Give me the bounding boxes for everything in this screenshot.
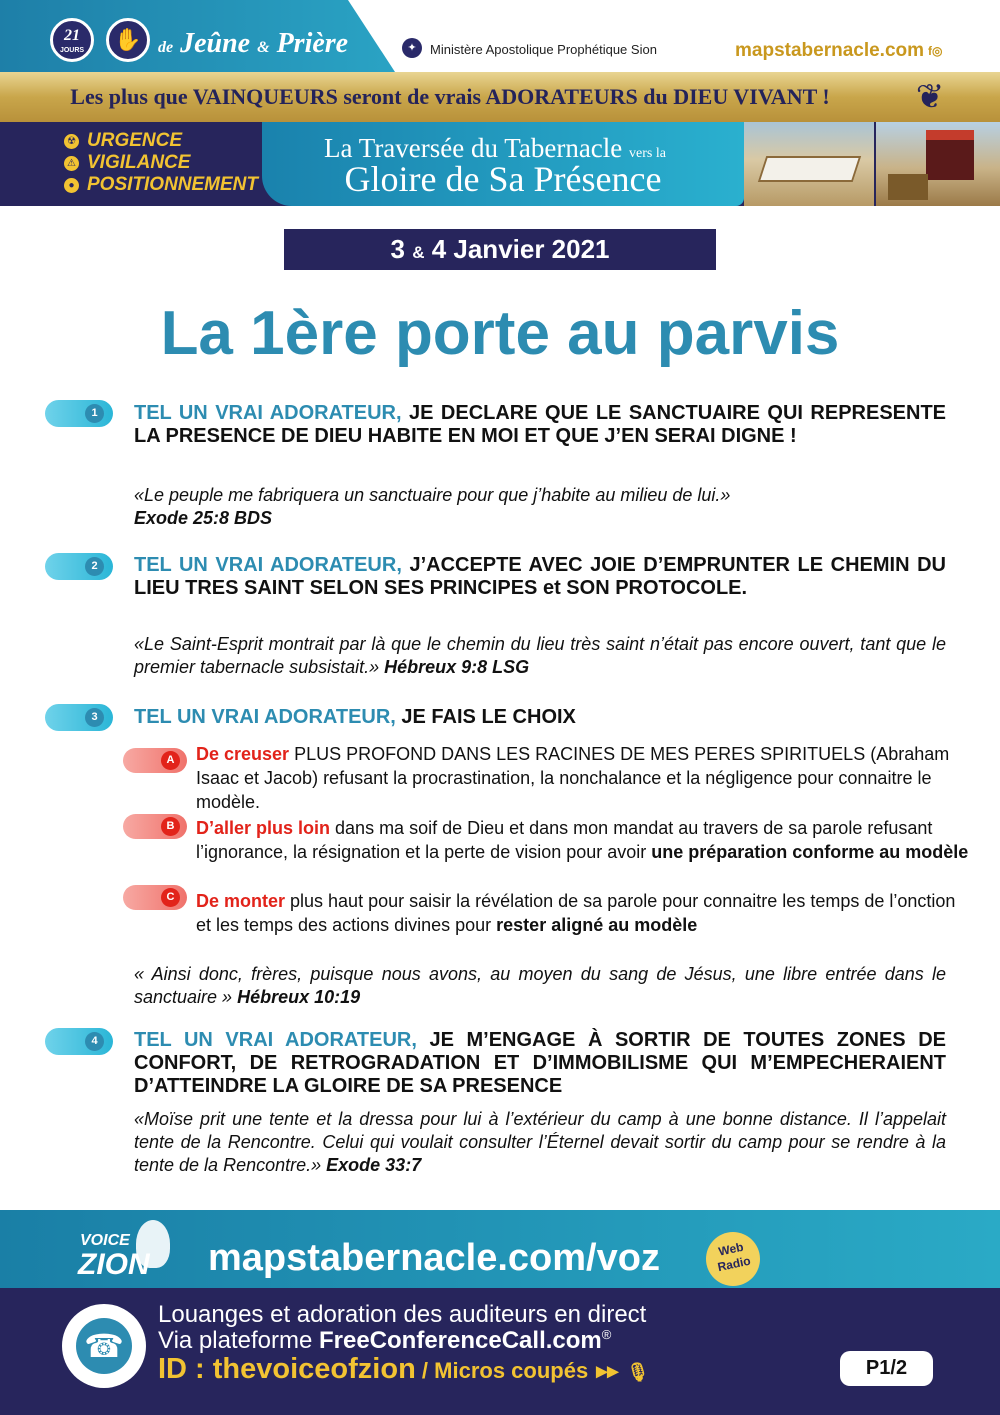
pillar-vigilance: ⚠ VIGILANCE: [64, 152, 258, 174]
theme-line-1: La Traversée du Tabernacle vers la: [324, 133, 666, 163]
item-2-quote: «Le Saint-Esprit montrait par là que le chemin du lieu très saint n’était pas encore ouvert, tant que le premier tabernacle subsistait.» Hébreux 9:8 LSG: [134, 634, 946, 677]
item-1-declaration: TEL UN VRAI ADORATEUR, JE DECLARE QUE LE SANCTUAIRE QUI REPRESENTE LA PRESENCE DE DIEU HABITE EN MOI ET QUE J’EN SERAI DIGNE !: [134, 402, 946, 447]
radio-url[interactable]: mapstabernacle.com/voz: [208, 1237, 660, 1279]
footer-line-3: ID : thevoiceofzion / Micros coupés ▸▸ 🎙: [158, 1353, 650, 1385]
item-3-quote: « Ainsi donc, frères, puisque nous avons, au moyen du sang de Jésus, une libre entrée dans le sanctuaire » Hébreux 10:19: [134, 964, 946, 1007]
badge-caption: JOURS: [59, 47, 85, 54]
sub-b-text: D’aller plus loin dans ma soif de Dieu et dans mon mandat au travers de sa parole refusant l’ignorance, la résignation et la perte de vision pour avoir une préparation conforme au modèle: [196, 818, 969, 862]
page-number: P1/2: [840, 1351, 933, 1386]
voice-of-zion-logo: VOICE ZION: [72, 1218, 172, 1282]
footer-line-1: Louanges et adoration des auditeurs en direct: [158, 1301, 647, 1328]
site-link[interactable]: mapstabernacle.com: [735, 40, 925, 61]
event-name: de Jeûne & Prière: [158, 28, 349, 59]
microphone-muted-icon: 🎙: [626, 1362, 650, 1382]
item-2-marker: 2: [45, 553, 113, 580]
page-title: La 1ère porte au parvis: [160, 299, 840, 368]
slogan: Les plus que VAINQUEURS seront de vrais ADORATEURS du DIEU VIVANT !: [70, 84, 830, 109]
social-icons[interactable]: f◎: [928, 44, 943, 58]
footer-line-2: Via plateforme FreeConferenceCall.com®: [158, 1327, 612, 1354]
radiation-icon: ☢: [64, 134, 79, 149]
item-4-declaration: TEL UN VRAI ADORATEUR, JE M’ENGAGE À SORTIR DE TOUTES ZONES DE CONFORT, DE RETROGRADATION ET D’IMMOBILISME QUI M’EMPECHERAIENT D’ATTEINDRE LA GLOIRE DE SA PRESENCE: [134, 1029, 946, 1097]
altar-photo: [876, 122, 1000, 206]
phone-icon: ☎: [62, 1304, 146, 1388]
dove-icon: ✦: [402, 38, 422, 58]
praying-hands-icon: ✋: [106, 18, 150, 62]
badge-number: 21: [64, 27, 80, 44]
warning-icon: ⚠: [64, 156, 79, 171]
item-2-declaration: TEL UN VRAI ADORATEUR, J’ACCEPTE AVEC JOIE D’EMPRUNTER LE CHEMIN DU LIEU TRES SAINT SELON SES PRINCIPES et SON PROTOCOLE.: [134, 554, 947, 599]
date-banner: 3 & 4 Janvier 2021: [284, 229, 716, 270]
sub-a-marker: A: [123, 748, 187, 773]
tabernacle-photo: [744, 122, 874, 206]
sub-a-text: De creuser PLUS PROFOND DANS LES RACINES DE MES PERES SPIRITUELS (Abraham Isaac et Jacob) refusant la procrastination, la nonchalance et la négligence pour connaitre le modèle.: [196, 744, 950, 812]
item-3-marker: 3: [45, 704, 113, 731]
sub-b-marker: B: [123, 814, 187, 839]
theme-line-2: Gloire de Sa Présence: [344, 159, 662, 199]
item-4-marker: 4: [45, 1028, 113, 1055]
ministry-name: Ministère Apostolique Prophétique Sion: [430, 42, 657, 57]
sub-c-text: De monter plus haut pour saisir la révélation de sa parole pour connaitre les temps de l’onction et les temps des actions divines pour rester aligné au modèle: [196, 891, 956, 935]
item-4-quote: «Moïse prit une tente et la dressa pour lui à l’extérieur du camp à une bonne distance. Il l’appelait tente de la Rencontre. Celui qui voulait consulter l’Éternel devait sortir du camp pour se rendre à la tente de la Rencontre.» Exode 33:7: [134, 1109, 946, 1175]
pillars-list: [64, 130, 258, 196]
web-radio-badge: Web Radio: [701, 1227, 765, 1291]
laurel-icon: ❦: [915, 78, 945, 116]
item-1-quote: «Le peuple me fabriquera un sanctuaire pour que j’habite au milieu de lui.» Exode 25:8 BDS: [134, 485, 731, 528]
sub-c-marker: C: [123, 885, 187, 910]
item-1-marker: 1: [45, 400, 113, 427]
pillar-urgence: ☢ URGENCE: [64, 130, 258, 152]
arrows-icon: ▸▸: [596, 1358, 619, 1383]
location-pin-icon: ●: [64, 178, 79, 193]
pillar-positionnement: ● POSITIONNEMENT: [64, 174, 258, 196]
badge-21-days: [50, 18, 94, 62]
item-3-declaration: TEL UN VRAI ADORATEUR, JE FAIS LE CHOIX: [134, 706, 576, 728]
